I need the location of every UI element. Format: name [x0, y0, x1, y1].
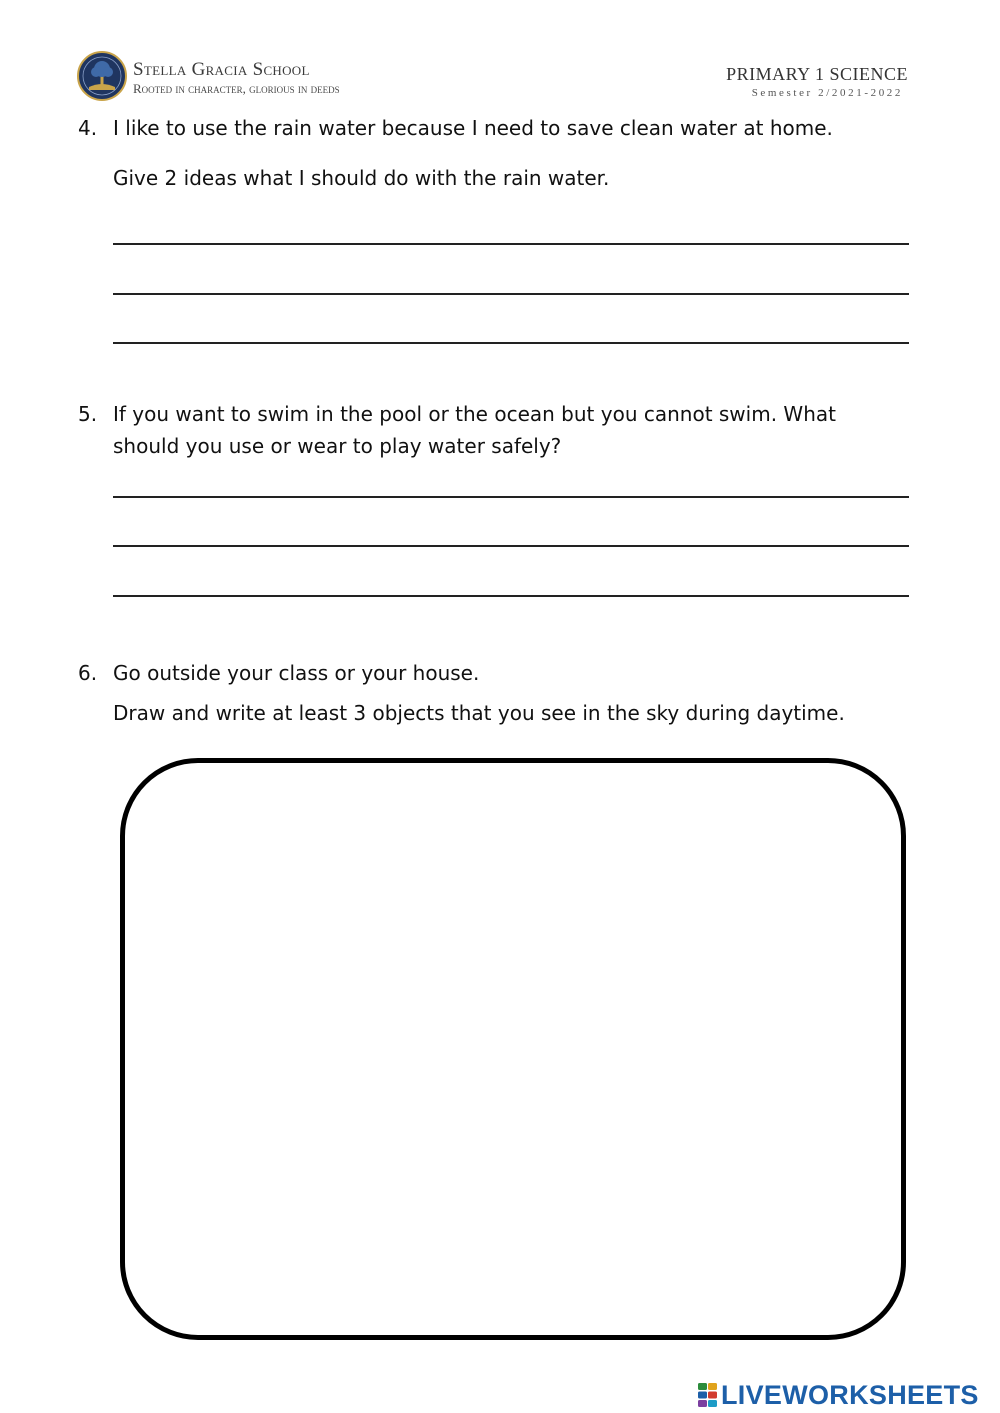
question-4-answer-line-3[interactable]: [113, 342, 909, 344]
drawing-box[interactable]: [120, 758, 906, 1340]
liveworksheets-brand[interactable]: [698, 1378, 979, 1412]
semester-label: Semester 2/2021-2022: [751, 87, 903, 99]
subject-title: PRIMARY 1 SCIENCE: [726, 64, 908, 84]
question-6-instruction: Draw and write at least 3 objects that you see in the sky during daytime.: [113, 701, 845, 725]
question-4-instruction: Give 2 ideas what I should do with the rain water.: [113, 166, 610, 190]
question-5-text: If you want to swim in the pool or the ocean but you cannot swim. What: [113, 402, 836, 426]
question-6-text: Go outside your class or your house.: [113, 661, 480, 685]
question-4-number: 4.: [78, 116, 98, 140]
question-4-answer-line-2[interactable]: [113, 293, 909, 295]
liveworksheets-wordmark: LIVEWORKSHEETS: [721, 1379, 979, 1410]
question-5-text-continued: should you use or wear to play water safely?: [113, 434, 562, 458]
liveworksheets-logo-icon: [698, 1382, 718, 1408]
school-motto: Rooted in character, glorious in deeds: [133, 81, 340, 96]
question-5-answer-line-1[interactable]: [113, 496, 909, 498]
question-4-text: I like to use the rain water because I need to save clean water at home.: [113, 116, 833, 140]
question-5-number: 5.: [78, 402, 98, 426]
school-crest-icon: [77, 50, 127, 102]
school-name: Stella Gracia School: [133, 59, 310, 80]
question-6-number: 6.: [78, 661, 98, 685]
question-5-answer-line-3[interactable]: [113, 595, 909, 597]
question-5-answer-line-2[interactable]: [113, 545, 909, 547]
question-4-answer-line-1[interactable]: [113, 243, 909, 245]
